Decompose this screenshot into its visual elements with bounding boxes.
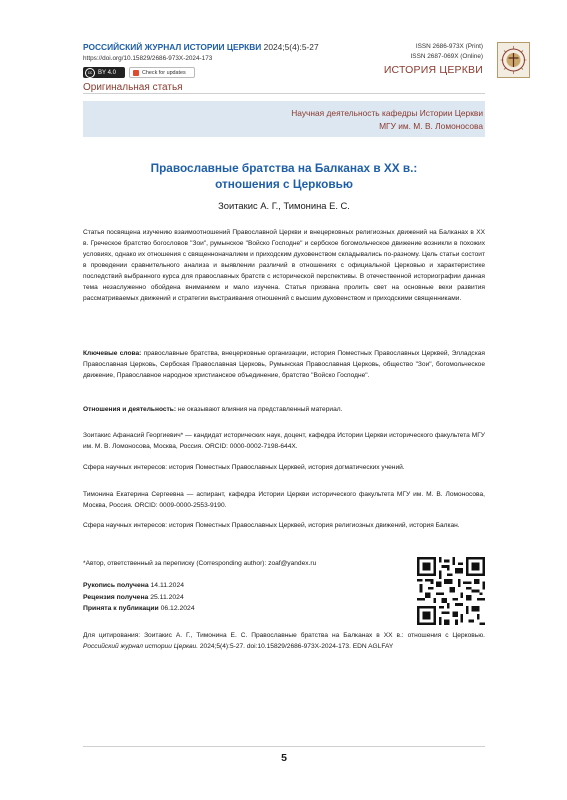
qr-code[interactable] (417, 557, 485, 625)
reviewed-date (83, 594, 184, 601)
issn-online: ISSN 2687-069X (Online) (410, 53, 483, 60)
cc-license-label: BY 4.0 (98, 69, 116, 76)
author-2-info: Тимонина Екатерина Сергеевна — аспирант, кафедра Истории Церкви исторического факультета МГУ им. М. В. Ломоносова, Москва, Россия. ORCID: 0009-0000-2553-9190. (83, 491, 485, 510)
article-title-line-1: Православные братства на Балканах в ХХ в.: (150, 161, 418, 175)
journal-emblem-logo (497, 42, 530, 78)
crossmark-icon (133, 70, 139, 76)
journal-title (83, 42, 319, 52)
citation-prefix: Для цитирования: Зоитакис А. Г., Тимонина Е. С. Православные братства на Балканах в ХХ в.: отношения с Церковью. (83, 632, 485, 639)
issn-print: ISSN 2686-973X (Print) (415, 43, 483, 50)
accepted-date (83, 605, 195, 612)
department-banner (83, 101, 485, 137)
journal-name: РОССИЙСКИЙ ЖУРНАЛ ИСТОРИИ ЦЕРКВИ (83, 42, 262, 52)
footer-divider (83, 746, 485, 747)
accepted-value: 06.12.2024 (158, 605, 195, 612)
article-title-line-2: отношения с Церковью (215, 177, 353, 191)
author-1-interests: Сфера научных интересов: история Поместных Православных Церквей, история догматических учений. (83, 464, 405, 471)
cc-license-badge[interactable] (83, 67, 125, 78)
article-type: Оригинальная статья (83, 82, 183, 93)
authors: Зоитакис А. Г., Тимонина Е. С. (218, 200, 350, 211)
journal-issue: 2024;5(4):5-27 (261, 42, 319, 52)
reviewed-value: 25.11.2024 (148, 594, 184, 601)
reviewed-label: Рецензия получена (83, 594, 149, 601)
relationships-disclosure (83, 404, 485, 415)
citation-suffix: 2024;5(4):5-27. doi:10.15829/2686-973X-2024-173. EDN AGLFAY (198, 643, 394, 651)
author-1-info: Зоитакис Афанасий Георгиевич* — кандидат исторических наук, доцент, кафедра Истории Церкви исторического факультета МГУ им. М. В. Ломоносова, Москва, Россия. ORCID: 0000-0002-7198-644X. (83, 432, 485, 451)
disclosure-text: не оказывают влияния на представленный материал. (176, 406, 343, 413)
keywords-label: Ключевые слова: (83, 350, 142, 357)
received-value: 14.11.2024 (148, 582, 185, 589)
citation (83, 630, 485, 652)
check-for-updates-label: Check for updates (142, 69, 186, 76)
cc-icon: cc (85, 68, 95, 78)
department-line-2: МГУ им. М. В. Ломоносова (379, 121, 483, 131)
received-date (83, 582, 184, 589)
doi-link[interactable]: https://doi.org/10.15829/2686-973X-2024-173 (83, 55, 213, 62)
received-label: Рукопись получена (83, 582, 149, 589)
author-2-interests: Сфера научных интересов: история Поместных Православных Церквей, история религиозных движений, история Балкан. (83, 522, 460, 529)
header-divider (83, 93, 485, 94)
department-line-1: Научная деятельность кафедры Истории Церкви (291, 108, 483, 118)
journal-logo-text: ИСТОРИЯ ЦЕРКВИ (383, 64, 483, 76)
corresponding-author: *Автор, ответственный за переписку (Corresponding author): zoaf@yandex.ru (83, 560, 317, 567)
accepted-label: Принята к публикации (83, 605, 159, 612)
disclosure-label: Отношения и деятельность: (83, 406, 177, 413)
keywords (83, 348, 485, 381)
keywords-text: православные братства, внецерковные организации, история Поместных Православных Церквей, Элладская Православная Церковь, Сербская Православная Церковь, Румынская Православная Церковь, общество "Зои", богомольческое движение, Православное народное христианское объединение, братство "Войско Господне". (83, 350, 485, 380)
page-number: 5 (281, 752, 287, 764)
check-for-updates-badge[interactable] (129, 67, 195, 78)
abstract: Статья посвящена изучению взаимоотношений Православной Церкви и внецерковных религиозных движений на Балканах в ХХ в. Греческое братство богословов "Зои", румынское "Войско Господне" и сербское богомольческое движение возникли в похожих условиях, однако их отношения с священноначалием и приходским духовенством складывались по-разному. Цель статьи состоит в проведении сравнительного анализа и выявлении различий в отношениях с официальной Церковью и характеристике последствий выбранного курса для православных братств с исторической перспективы. В отечественной историографии данная тема незаслуженно обойдена вниманием и мало изучена. Статья призвана пролить свет на основные вехи развития рассматриваемых движений и стратегии выстраивания отношений с высшим духовенством и приходскими священниками. (83, 229, 485, 303)
citation-journal: Российский журнал истории Церкви. (83, 643, 199, 651)
